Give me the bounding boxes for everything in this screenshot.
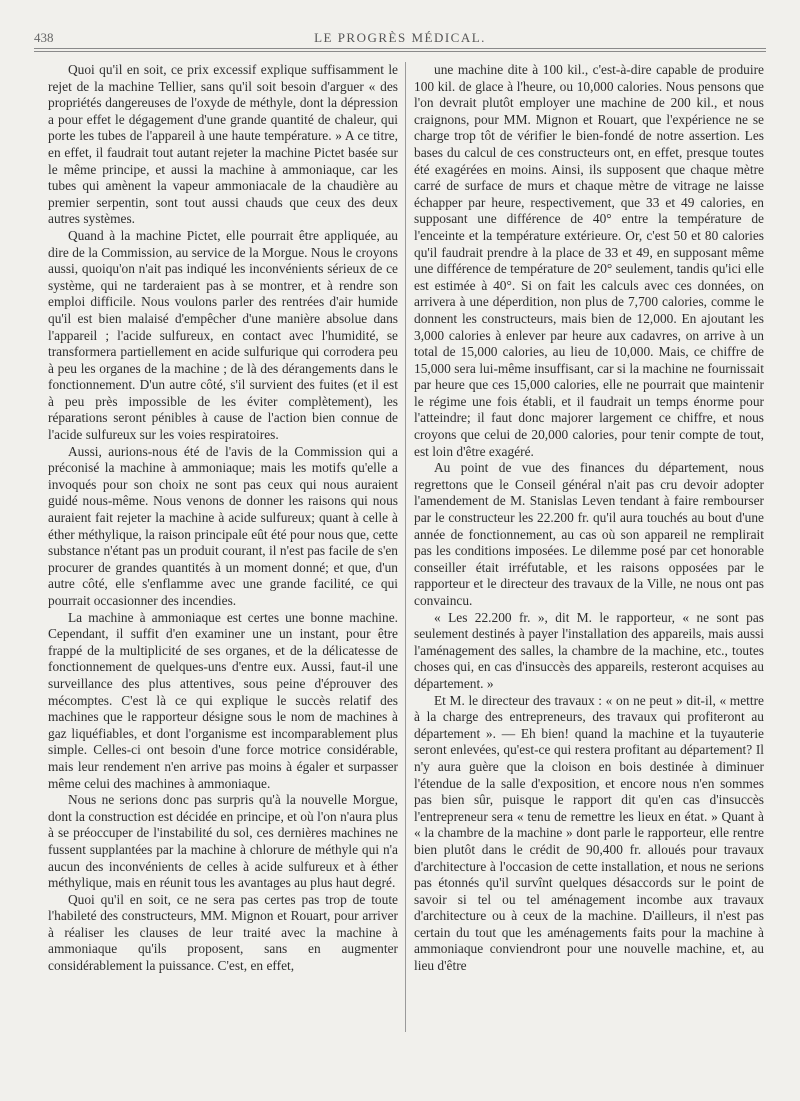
paragraph: Nous ne serions donc pas surpris qu'à la nouvelle Morgue, dont la construction est décidée en principe, et où l'on n'aura plus à se préoccuper de l'instabilité du sol, ces dernières machines ne fussent supplantées par la machine à chlorure de méthyle qui n'a aucun des inconvénients de celles à acide sulfureux et à éther méthylique, mais en réunit tous les avantages au plus haut degré.: [48, 792, 398, 891]
page-number: 438: [34, 30, 54, 45]
paragraph: une machine dite à 100 kil., c'est-à-dire capable de produire 100 kil. de glace à l'heure, ou 10,000 calories. Nous pensons que l'on devrait plutôt employer une machine de 200 kil., et nous craignons, pour MM. Mignon et Rouart, que l'expérience ne se charge trop tôt de vérifier le bien-fondé de notre assertion. Les bases du calcul de ces constructeurs ont, en effet, presque toutes été exagérées en moins. Ainsi, ils supposent que chaque mètre carré de surface de murs et chaque mètre de vitrage ne laisse échapper par heure, respectivement, que 33 et 49 calories, en supposant une différence de 40° entre la température de l'enceinte et la température extérieure. Or, c'est 50 et 80 calories qu'il faudrait prendre à la place de 33 et 49, en supposant même une différence de température de 20° seulement, tandis qu'ici elle est estimée à 40°. Si on fait les calculs avec ces données, on arrivera à une déperdition, non plus de 7,700 calories, comme le donnent les constructeurs, mais bien de 12,000. En ajoutant les 3,000 calories à enlever par heure aux cadavres, on arrive à un total de 15,000 calories, au lieu de 10,000. Mais, ce chiffre de 15,000 sera lui-même insuffisant, car si la machine ne fournissait par heure que ces 15,000 calories, elle ne pourrait que maintenir le régime une fois établi, et il faudrait un temps énorme pour l'atteindre; il faut donc majorer largement ce chiffre, et nous croyons que celui de 20,000 calories, pour tenir compte de tout, est loin d'être exagéré.: [414, 62, 764, 459]
paragraph: La machine à ammoniaque est certes une bonne machine. Cependant, il suffit d'en examiner une un instant, pour être frappé de la multiplicité de ses organes, et de la délicatesse de fonctionnement de quelques-uns d'entre eux. Aussi, faut-il une surveillance des plus attentives, sous peine d'éprouver des mécomptes. C'est là ce qui explique le succès relatif des machines que le rapporteur désigne sous le nom de machines à gaz liquéfiables, et dont l'organisme est incomparablement plus simple. Celles-ci ont besoin d'une force motrice considérable, mais leur rendement n'en arrive pas moins à égaler et surpasser même celui des machines à ammoniaque.: [48, 609, 398, 791]
paragraph: Quoi qu'il en soit, ce prix excessif explique suffisamment le rejet de la machine Tellier, sans qu'il soit besoin d'arguer « des propriétés dangereuses de l'oxyde de méthyle, dont la dépression a pour effet le dégagement d'une grande quantité de chaleur, qui porte les tubes de l'appareil à une haute température. » A ce titre, en effet, il faudrait tout autant rejeter la machine Pictet basée sur le même principe, et aussi la machine à ammoniaque, car les tubes qui amènent la vapeur ammoniacale de la chaudière au premier serpentin, sont tout aussi chauds que ceux des deux autres systèmes.: [48, 62, 398, 227]
header-rule-secondary: [34, 51, 766, 52]
paragraph: Quoi qu'il en soit, ce ne sera pas certes pas trop de toute l'habileté des constructeurs, MM. Mignon et Rouart, pour arriver à réaliser les clauses de leur traité avec la machine à ammoniaque qu'ils proposent, sans en augmenter considérablement la puissance. C'est, en effet,: [48, 891, 398, 974]
paragraph: « Les 22.200 fr. », dit M. le rapporteur, « ne sont pas seulement destinés à payer l'installation des appareils, mais aussi l'aménagement des salles, la chambre de la machine, etc., toutes choses qui, en cas d'insuccès des appareils, resteront acquises au département. »: [414, 609, 764, 691]
text-columns: [48, 62, 764, 1062]
page-header: [34, 30, 766, 50]
left-column: [48, 62, 398, 1062]
paragraph: Au point de vue des finances du département, nous regrettons que le Conseil général n'ait pas cru devoir adopter l'amendement de M. Stanislas Leven tendant à faire rembourser par le constructeur les 22.200 fr. qu'il aura touchés au bout d'une année de fonctionnement, au cas où son appareil ne remplirait pas les conditions imposées. Le dilemme posé par cet honorable conseiller était irréfutable, et les raisons opposées par le rapporteur et le directeur des travaux de la Ville, ne nous ont pas convaincu.: [414, 460, 764, 608]
header-rule: [34, 48, 766, 49]
column-divider: [405, 62, 406, 1032]
paragraph: Quand à la machine Pictet, elle pourrait être appliquée, au dire de la Commission, au service de la Morgue. Nous le croyons aussi, quoiqu'on n'ait pas indiqué les inconvénients sérieux de ce système, qui ne tarderaient pas à se montrer, et à rendre son emploi difficile. Nous voulons parler des rentrées d'air humide qu'il est bien malaisé d'empêcher d'une manière absolue dans l'appareil ; l'acide sulfureux, en contact avec l'humidité, se transformera partiellement en acide sulfurique qui corrodera peu à peu les organes de la machine ; de là des dérangements dans le fonctionnement. D'un autre côté, s'il survient des fuites (et il est à peu près impossible de les éviter complètement), les réparations seront pénibles à cause de l'action bien connue de l'acide sulfureux sur les voies respiratoires.: [48, 227, 398, 443]
running-title: LE PROGRÈS MÉDICAL.: [314, 30, 486, 45]
right-column: [414, 62, 764, 1062]
paragraph: Aussi, aurions-nous été de l'avis de la Commission qui a préconisé la machine à ammoniaque; mais les motifs qu'elle a invoqués pour son choix ne sont pas ceux qui nous auraient guidé nous-même. Nous venons de donner les raisons qui nous auraient fait rejeter la machine à acide sulfureux; quant à celle à éther méthylique, la raison principale eût été pour nous que, cette substance n'étant pas un produit courant, il n'est pas facile de s'en procurer de grandes quantités à un moment donné; et que, d'un autre côté, elle s'enflamme avec une grande facilité, ce qui pourrait occasionner des incendies.: [48, 443, 398, 608]
paragraph: Et M. le directeur des travaux : « on ne peut » dit-il, « mettre à la charge des entrepreneurs, des travaux qui profiteront au département ». — Eh bien! quand la machine et la tuyauterie seront enlevées, qu'est-ce qui restera profitant au département? Il n'y aura guère que la cloison en bois destinée à diminuer l'étendue de la salle d'exposition, et encore nous n'en sommes pas bien sûr, puisque le rapport dit qu'en cas d'insuccès l'entrepreneur sera « tenu de remettre les lieux en état. » Quant à « la chambre de la machine » dont parle le rapporteur, elle rentre bien plutôt dans le crédit de 90,400 fr. alloués pour travaux d'architecture à l'occasion de cette installation, et nous ne serions pas étonnés qu'il survînt quelques désaccords sur le point de savoir si tel ou tel aménagement incombe aux travaux d'architecture ou à ceux de la machine. D'ailleurs, il n'est pas certain du tout que les aménagements faits pour la machine à ammoniaque conviendront pour une nouvelle machine, et, au lieu d'être: [414, 692, 764, 974]
